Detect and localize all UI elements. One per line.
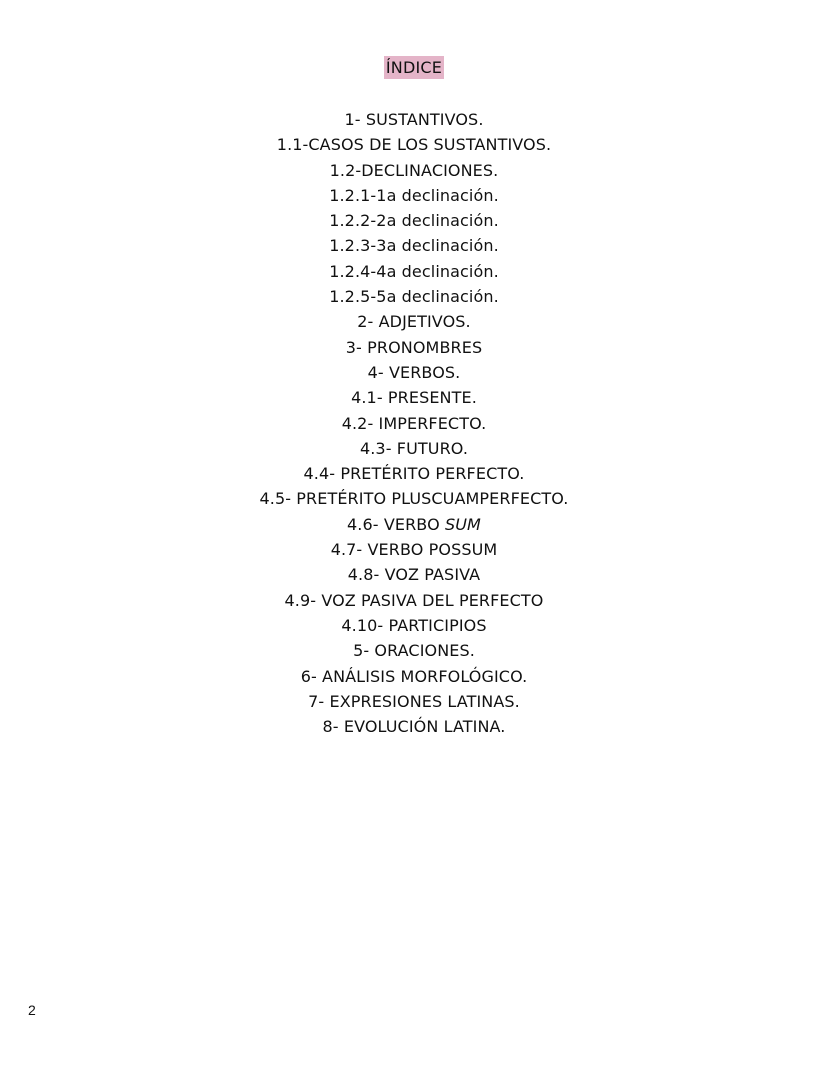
toc-item-text: 4.2- IMPERFECTO. (341, 413, 487, 433)
toc-item-text: 1- SUSTANTIVOS. (344, 110, 484, 129)
toc-item (0, 183, 828, 208)
toc-item-text: 1.2-DECLINACIONES. (329, 160, 499, 180)
toc-item (0, 309, 828, 334)
toc-item-text: 4.3- FUTURO. (359, 438, 469, 458)
page-number: 2 (28, 1002, 36, 1018)
toc-item-text: 4.8- VOZ PASIVA (347, 565, 481, 585)
toc-item-text: 1.2.1-1a declinación. (329, 185, 499, 205)
toc-item-text: 4- VERBOS. (367, 362, 461, 382)
toc-item (0, 233, 828, 258)
toc-item-text: 8- EVOLUCIÓN LATINA. (322, 717, 506, 737)
toc-item-text: 4.1- PRESENTE. (351, 388, 477, 408)
toc-item-text: 6- ANÁLISIS MORFOLÓGICO. (300, 666, 528, 686)
toc-item (0, 664, 828, 689)
toc-item (0, 132, 828, 157)
page-title: ÍNDICE (385, 58, 443, 77)
toc-item-text: 4.4- PRETÉRITO PERFECTO. (303, 464, 525, 484)
toc-item-text: 1.2.4-4a declinación. (329, 261, 499, 281)
toc-item (0, 360, 828, 385)
toc-item (0, 461, 828, 486)
toc-item-text: 1.2.5-5a declinación. (329, 287, 499, 307)
toc-item (0, 208, 828, 233)
toc-item (0, 259, 828, 284)
toc-item-text: 4.10- PARTICIPIOS (341, 615, 487, 635)
toc-item-text: 7- EXPRESIONES LATINAS. (308, 691, 520, 711)
toc-item-text: 4.6- VERBO (347, 514, 445, 534)
toc-item (0, 638, 828, 663)
table-of-contents (0, 107, 828, 739)
toc-item-text: 4.9- VOZ PASIVA DEL PERFECTO (284, 590, 544, 610)
toc-item (0, 158, 828, 183)
toc-item (0, 385, 828, 410)
toc-item (0, 284, 828, 309)
toc-item (0, 512, 828, 537)
toc-item (0, 411, 828, 436)
toc-item-text: 5- ORACIONES. (353, 641, 475, 661)
toc-item (0, 537, 828, 562)
toc-item-text: 2- ADJETIVOS. (357, 312, 471, 332)
toc-item (0, 562, 828, 587)
toc-item (0, 689, 828, 714)
toc-item-text: 1.2.2-2a declinación. (329, 211, 499, 231)
toc-item (0, 107, 828, 132)
toc-item (0, 335, 828, 360)
toc-item (0, 486, 828, 511)
title-wrapper (0, 56, 828, 79)
toc-item-text: 4.5- PRETÉRITO PLUSCUAMPERFECTO. (259, 489, 569, 509)
toc-item-italic-text: SUM (444, 514, 481, 534)
toc-item-text: 3- PRONOMBRES (345, 337, 483, 357)
toc-item (0, 714, 828, 739)
toc-item-text: 1.2.3-3a declinación. (329, 236, 499, 256)
toc-item-text: 4.7- VERBO POSSUM (330, 540, 498, 560)
toc-item (0, 613, 828, 638)
toc-item (0, 588, 828, 613)
toc-item (0, 436, 828, 461)
toc-item-text: 1.1-CASOS DE LOS SUSTANTIVOS. (276, 135, 552, 155)
